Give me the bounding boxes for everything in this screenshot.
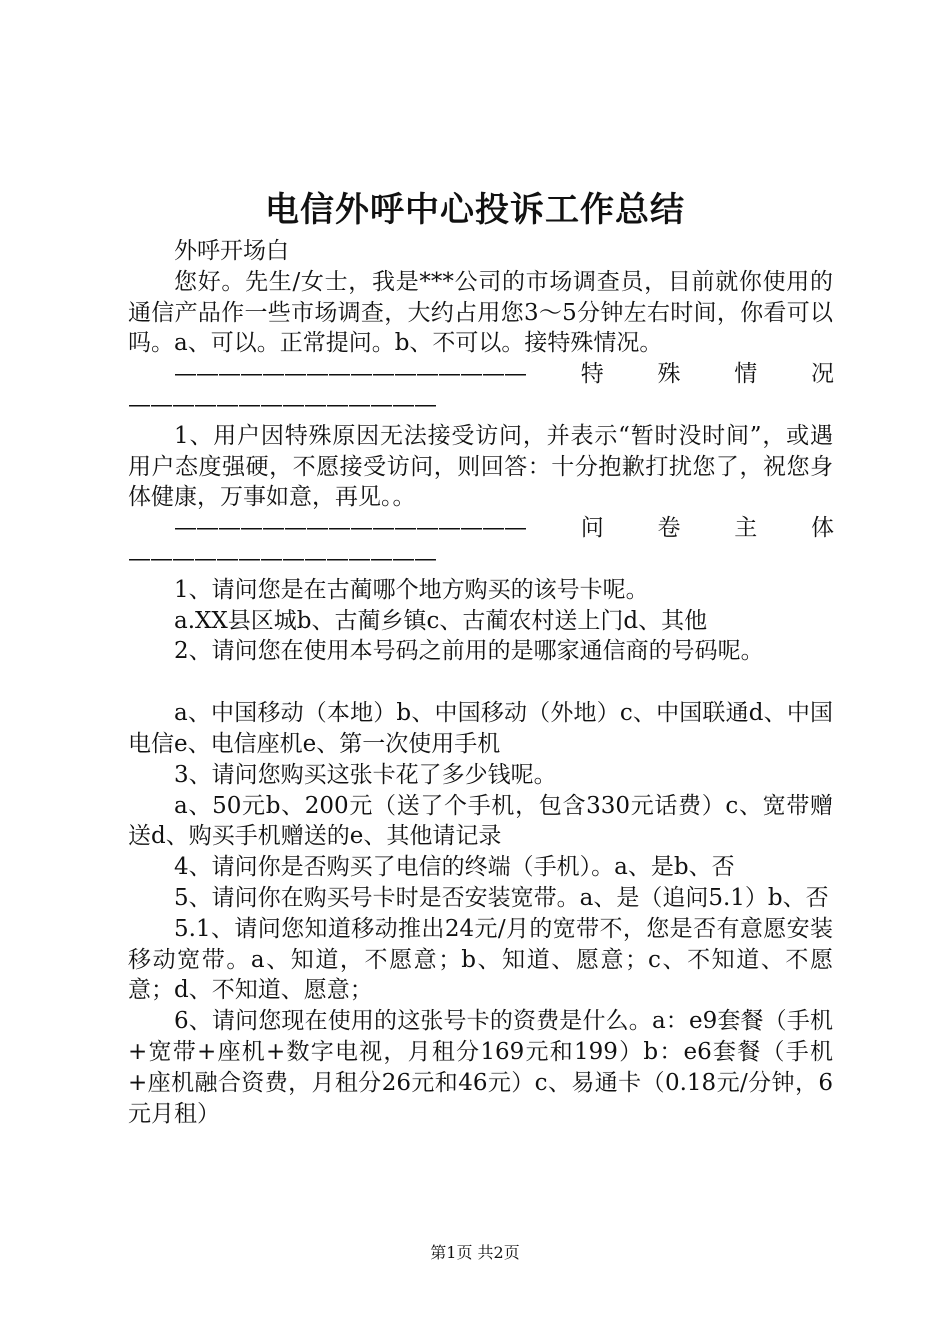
paragraph-greeting: 您好。先生/女士，我是***公司的市场调查员，目前就你使用的通信产品作一些市场调查，大约占用您3～5分钟左右时间，你看可以吗。a、可以。正常提问。b、不可以。接特殊情况。 bbox=[128, 268, 833, 357]
page-footer: 第1页 共2页 bbox=[430, 1243, 520, 1262]
paragraph-special-case: 1、用户因特殊原因无法接受访问，并表示“暂时没时间”，或遇用户态度强硬，不愿接受访问，则回答：十分抱歉打扰您了，祝您身体健康，万事如意，再见。。 bbox=[128, 422, 833, 511]
question-1: 1、请问您是在古蔺哪个地方购买的该号卡呢。 bbox=[174, 576, 649, 603]
question-3-options: a、50元b、200元（送了个手机，包含330元话费）c、宽带赠送d、购买手机赠送的e、其他请记录 bbox=[128, 792, 833, 850]
document-body bbox=[128, 236, 833, 1129]
section-separator-survey: ————————————————问卷主体—————————————— bbox=[128, 515, 833, 572]
question-1-options: a.XX县区城b、古蔺乡镇c、古蔺农村送上门d、其他 bbox=[174, 607, 708, 634]
question-5-1: 5.1、请问您知道移动推出24元/月的宽带不，您是否有意愿安装移动宽带。a、知道，不愿意；b、知道、愿意；c、不知道、不愿意；d、不知道、愿意； bbox=[128, 915, 833, 1004]
section-separator-special: ————————————————特殊情况—————————————— bbox=[128, 361, 833, 418]
question-4: 4、请问你是否购买了电信的终端（手机）。a、是b、否 bbox=[174, 854, 735, 881]
question-6: 6、请问您现在使用的这张号卡的资费是什么。a：e9套餐（手机+宽带+座机+数字电视，月租分169元和199）b：e6套餐（手机+座机融合资费，月租分26元和46元）c、易通卡（0.18元/分钟，6元月租） bbox=[128, 1008, 833, 1127]
question-2: 2、请问您在使用本号码之前用的是哪家通信商的号码呢。 bbox=[174, 638, 764, 665]
document-title: 电信外呼中心投诉工作总结 bbox=[265, 190, 685, 230]
question-2-options: a、中国移动（本地）b、中国移动（外地）c、中国联通d、中国电信e、电信座机e、第一次使用手机 bbox=[128, 700, 833, 757]
question-3: 3、请问您购买这张卡花了多少钱呢。 bbox=[174, 761, 557, 788]
question-5: 5、请问你在购买号卡时是否安装宽带。a、是（追问5.1）b、否 bbox=[174, 884, 829, 911]
blank-line bbox=[128, 667, 833, 698]
paragraph-opening-heading: 外呼开场白 bbox=[174, 238, 289, 264]
